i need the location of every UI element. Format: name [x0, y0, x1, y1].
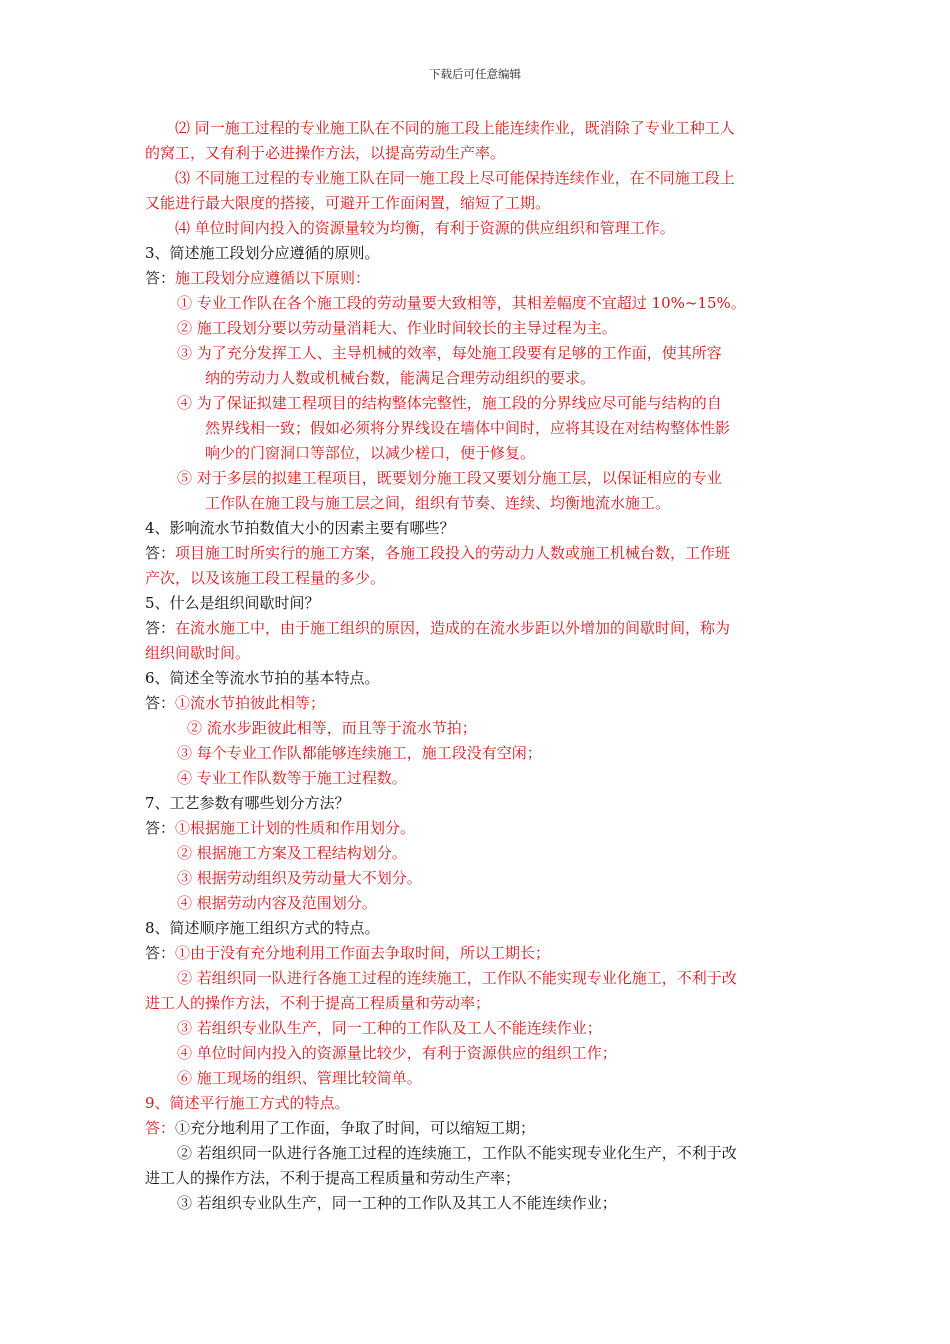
answer-text: 产次，以及该施工段工程量的多少。 [145, 569, 386, 587]
text-line [177, 1068, 422, 1088]
answer-text: 然界线相一致；假如必须将分界线设在墙体中间时，应将其设在对结构整体性影 [205, 419, 731, 437]
text-line [175, 168, 735, 188]
text-line [145, 1118, 535, 1138]
question-text: ② 若组织同一队进行各施工过程的连续施工，工作队不能实现专业化生产，不利于改 [177, 1144, 737, 1162]
text-line [145, 243, 380, 263]
question-text: 7、工艺参数有哪些划分方法？ [145, 794, 350, 812]
answer-text: ④ 专业工作队数等于施工过程数。 [177, 769, 407, 787]
text-line [177, 743, 542, 763]
answer-text: ⑶ 不同施工过程的专业施工队在同一施工段上尽可能保持连续作业，在不同施工段上 [175, 169, 735, 187]
answer-text: ④ 单位时间内投入的资源量比较少，有利于资源供应的组织工作； [177, 1044, 617, 1062]
answer-text: ① 专业工作队在各个施工段的劳动量要大致相等，其相差幅度不宜超过 10%~15%。 [177, 294, 746, 312]
text-line [145, 1093, 350, 1113]
question-text: ①充分地利用了工作面，争取了时间，可以缩短工期； [175, 1119, 536, 1137]
text-line [205, 493, 670, 513]
answer-text: ③ 若组织专业队生产，同一工种的工作队及工人不能连续作业； [177, 1019, 602, 1037]
answer-text: 响少的门窗洞口等部位，以减少槎口，便于修复。 [205, 444, 536, 462]
text-line [177, 868, 422, 888]
answer-text: 在流水施工中，由于施工组织的原因，造成的在流水步距以外增加的间歇时间，称为 [175, 619, 731, 637]
answer-text: 项目施工时所实行的施工方案，各施工段投入的劳动力人数或施工机械台数，工作班 [175, 544, 731, 562]
text-line [145, 818, 415, 838]
text-line [145, 618, 730, 638]
answer-text: ⑥ 施工现场的组织、管理比较简单。 [177, 1069, 422, 1087]
text-line [177, 1018, 602, 1038]
question-text: 3、简述施工段划分应遵循的原则。 [145, 244, 380, 262]
text-line [145, 643, 250, 663]
answer-text: ③ 根据劳动组织及劳动量大不划分。 [177, 869, 422, 887]
text-line [205, 443, 535, 463]
text-line [177, 1143, 737, 1163]
text-line [145, 193, 550, 213]
answer-text: ② 根据施工方案及工程结构划分。 [177, 844, 407, 862]
text-line [145, 593, 320, 613]
answer-text: 纳的劳动力人数或机械台数，能满足合理劳动组织的要求。 [205, 369, 596, 387]
text-line [177, 393, 722, 413]
question-text: 答： [145, 269, 176, 287]
question-text: 答： [145, 694, 176, 712]
text-line [145, 793, 350, 813]
answer-text: ⑷ 单位时间内投入的资源量较为均衡，有利于资源的供应组织和管理工作。 [175, 219, 675, 237]
text-line [175, 118, 735, 138]
text-line [175, 218, 675, 238]
text-line [145, 568, 385, 588]
question-text: 8、简述顺序施工组织方式的特点。 [145, 919, 380, 937]
text-line [145, 943, 550, 963]
text-line [177, 1043, 617, 1063]
text-line [177, 343, 722, 363]
answer-text: ①由于没有充分地利用工作面去争取时间，所以工期长； [175, 944, 551, 962]
question-text: 6、简述全等流水节拍的基本特点。 [145, 669, 380, 687]
answer-text: 组织间歇时间。 [145, 644, 251, 662]
answer-text: 9、简述平行施工方式的特点。 [145, 1094, 350, 1112]
text-line [177, 1193, 617, 1213]
text-line [187, 718, 477, 738]
answer-text: ①根据施工计划的性质和作用划分。 [175, 819, 416, 837]
question-text: 答： [145, 944, 176, 962]
text-line [177, 318, 617, 338]
answer-text: ⑵ 同一施工过程的专业施工队在不同的施工段上能连续作业，既消除了专业工种工人 [175, 119, 735, 137]
answer-text: 施工段划分应遵循以下原则： [175, 269, 371, 287]
page-header: 下载后可任意编辑 [429, 67, 521, 81]
answer-text: 进工人的操作方法，不利于提高工程质量和劳动率； [145, 994, 491, 1012]
text-line [205, 368, 595, 388]
question-text: 5、什么是组织间歇时间？ [145, 594, 320, 612]
answer-text: ② 流水步距彼此相等，而且等于流水节拍； [187, 719, 477, 737]
text-line [205, 418, 730, 438]
text-line [145, 693, 325, 713]
text-line [177, 968, 737, 988]
text-line [145, 668, 380, 688]
answer-text: ② 施工段划分要以劳动量消耗大、作业时间较长的主导过程为主。 [177, 319, 617, 337]
text-line [177, 468, 722, 488]
answer-text: ③ 每个专业工作队都能够连续施工，施工段没有空闲； [177, 744, 542, 762]
answer-text: 的窝工，又有利于必进操作方法，以提高劳动生产率。 [145, 144, 506, 162]
text-line [145, 1168, 520, 1188]
answer-text: ③ 为了充分发挥工人、主导机械的效率，每处施工段要有足够的工作面，使其所容 [177, 344, 722, 362]
question-text: 4、影响流水节拍数值大小的因素主要有哪些？ [145, 519, 455, 537]
text-line [177, 843, 407, 863]
text-line [145, 518, 455, 538]
question-text: 进工人的操作方法，不利于提高工程质量和劳动生产率； [145, 1169, 521, 1187]
answer-text: ② 若组织同一队进行各施工过程的连续施工，工作队不能实现专业化施工，不利于改 [177, 969, 737, 987]
question-text: ③ 若组织专业队生产，同一工种的工作队及其工人不能连续作业； [177, 1194, 617, 1212]
text-line [145, 143, 505, 163]
text-line [177, 893, 377, 913]
answer-text: ⑤ 对于多层的拟建工程项目，既要划分施工段又要划分施工层，以保证相应的专业 [177, 469, 722, 487]
question-text: 答： [145, 819, 176, 837]
answer-text: 答： [145, 1119, 176, 1137]
text-line [145, 268, 370, 288]
answer-text: 又能进行最大限度的搭接，可避开工作面闲置，缩短了工期。 [145, 194, 551, 212]
text-line [177, 768, 407, 788]
answer-text: ④ 根据劳动内容及范围划分。 [177, 894, 377, 912]
question-text: 答： [145, 544, 176, 562]
answer-text: 工作队在施工段与施工层之间，组织有节奏、连续、均衡地流水施工。 [205, 494, 671, 512]
text-line [177, 293, 746, 313]
question-text: 答： [145, 619, 176, 637]
text-line [145, 543, 730, 563]
text-line [145, 918, 380, 938]
answer-text: ④ 为了保证拟建工程项目的结构整体完整性，施工段的分界线应尽可能与结构的自 [177, 394, 722, 412]
answer-text: ①流水节拍彼此相等； [175, 694, 326, 712]
text-line [145, 993, 490, 1013]
